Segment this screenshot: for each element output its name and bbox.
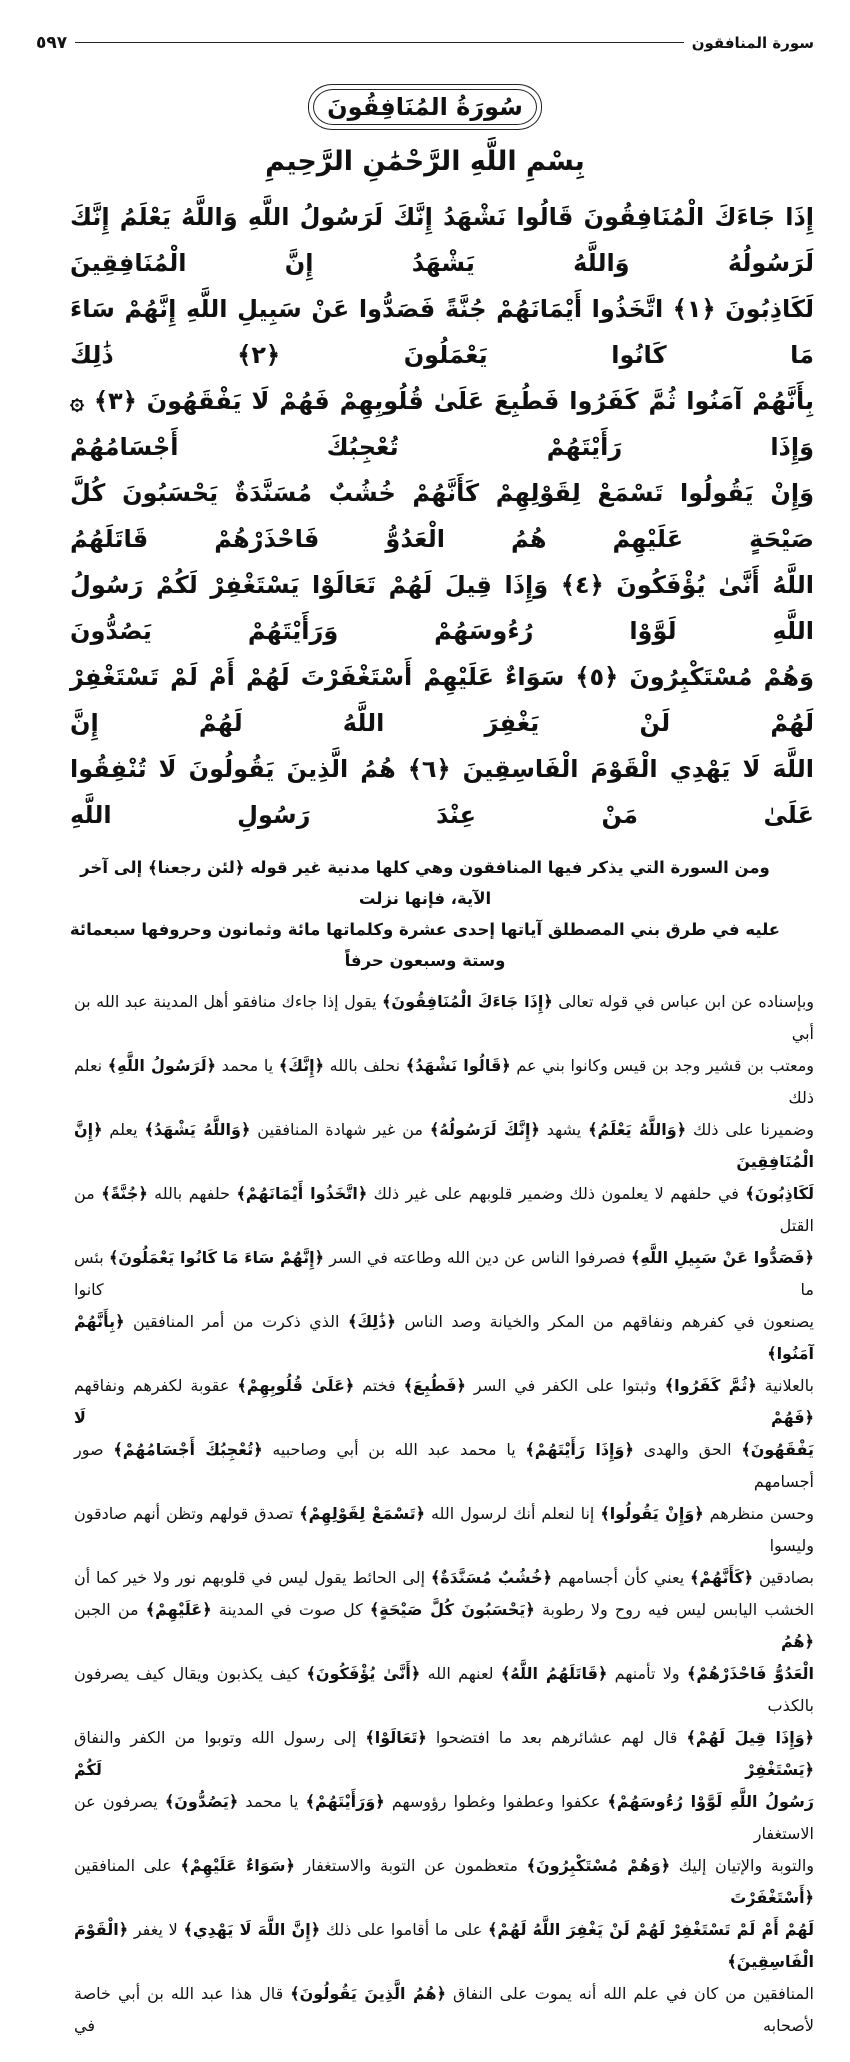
quran-quotation: ﴿وَإِذَا قِيلَ لَهُمْ﴾ <box>686 1728 815 1747</box>
commentary-text: عقوبة لكفرهم ونفاقهم <box>74 1376 238 1395</box>
quran-quotation: ﴿تَسْمَعْ لِقَوْلِهِمْ﴾ <box>299 1504 426 1523</box>
quran-quotation: ﴿وَرَأَيْتَهُمْ﴾ <box>305 1792 385 1811</box>
commentary-text: الذي ذكرت من أمر المنافقين <box>124 1312 348 1331</box>
commentary-text: ومعتب بن قشير وجد بن قيس وكانوا بني عم <box>510 1056 815 1075</box>
tafsir-line <box>74 1658 814 1722</box>
quran-quotation: ﴿فَصَدُّوا عَنْ سَبِيلِ اللَّهِ﴾ <box>630 1248 815 1267</box>
commentary-text: إلى رسول الله وتوبوا من الكفر والنفاق <box>74 1728 366 1747</box>
quran-quotation: ﴿فَطُبِعَ﴾ <box>403 1376 466 1395</box>
quran-quotation: ﴿إِنَّكَ لَرَسُولُهُ﴾ <box>429 1120 540 1139</box>
commentary-text: من القتل <box>74 1184 814 1235</box>
quran-quotation: ﴿قَالُوا نَشْهَدُ﴾ <box>405 1056 511 1075</box>
quran-quotation: ﴿عَلَىٰ قُلُوبِهِمْ﴾ <box>237 1376 355 1395</box>
sura-title: سُورَةُ المُنَافِقُونَ <box>327 93 523 121</box>
quran-quotation: ﴿جُنَّةً﴾ <box>101 1184 148 1203</box>
quran-quotation: لَهُمْ أَمْ لَمْ تَسْتَغْفِرْ لَهُمْ لَنْ يَغْفِرَ اللَّهُ لَهُمْ﴾ <box>487 1920 814 1939</box>
quran-quotation: ﴿وَاللَّهُ يَشْهَدُ﴾ <box>144 1120 251 1139</box>
quran-quotation: رَسُولُ اللَّهِ لَوَّوْا رُءُوسَهُمْ﴾ <box>607 1792 815 1811</box>
quran-quotation: ﴿لَرَسُولُ اللَّهِ﴾ <box>107 1056 217 1075</box>
commentary-text: وبإسناده عن ابن عباس في قوله تعالى <box>552 992 815 1011</box>
tafsir-line <box>74 1722 814 1786</box>
quran-line: اللَّهَ لَا يَهْدِي الْقَوْمَ الْفَاسِقِينَ ﴿٦﴾ هُمُ الَّذِينَ يَقُولُونَ لَا تُنْفِقُوا عَلَىٰ مَنْ عِنْدَ رَسُولِ اللَّهِ <box>70 755 814 829</box>
commentary-text: يا محمد <box>238 1792 306 1811</box>
quran-quotation: ﴿قَاتَلَهُمُ اللَّهُ﴾ <box>500 1664 608 1683</box>
commentary-text: وحسن منظرهم <box>703 1504 815 1523</box>
quran-quotation: ﴿يَصُدُّونَ﴾ <box>164 1792 239 1811</box>
tafsir-line <box>74 1594 814 1658</box>
commentary-text: يشهد <box>539 1120 589 1139</box>
quran-quotation: ﴿عَلَيْهِمْ﴾ <box>145 1600 212 1619</box>
commentary-text: فصرفوا الناس عن دين الله وطاعته في السر <box>323 1248 631 1267</box>
commentary-text: يصنعون في كفرهم ونفاقهم من المكر والخيانة وصد الناس <box>395 1312 814 1331</box>
commentary-text: يعلم <box>102 1120 145 1139</box>
tafsir-line <box>74 986 814 1050</box>
commentary-text: من الجبن <box>74 1600 146 1619</box>
commentary-text: وضميرنا على ذلك <box>686 1120 815 1139</box>
commentary-text: إلى الحائط يقول ليس في قلوبهم نور ولا خير كما أن <box>74 1568 431 1587</box>
commentary-text: بالعلانية <box>756 1376 815 1395</box>
tafsir-line <box>74 1978 814 2042</box>
tafsir-line <box>74 1306 814 1370</box>
running-header-sura-name: سورة المنافقون <box>691 34 814 52</box>
tafsir-line <box>74 1786 814 1850</box>
quran-quotation: ﴿إِنَّهُمْ سَاءَ مَا كَانُوا يَعْمَلُونَ﴾ <box>108 1248 324 1267</box>
commentary-text: بصادقين <box>753 1568 814 1587</box>
quran-line: بِأَنَّهُمْ آمَنُوا ثُمَّ كَفَرُوا فَطُبِعَ عَلَىٰ قُلُوبِهِمْ فَهُمْ لَا يَفْقَهُونَ ﴿٣﴾ ۞ وَإِذَا رَأَيْتَهُمْ تُعْجِبُكَ أَجْسَامُهُمْ <box>70 387 814 461</box>
commentary-text: نحلف بالله <box>324 1056 406 1075</box>
quran-quotation: ﴿الْقَوْمَ الْفَاسِقِينَ﴾ <box>74 1920 814 1971</box>
quran-quotation: ﴿إِنَّ اللَّهَ لَا يَهْدِي﴾ <box>183 1920 321 1939</box>
quran-quotation: ﴿وَهُمْ مُسْتَكْبِرُونَ﴾ <box>526 1856 671 1875</box>
commentary-text: يقول إذا جاءك منافقو أهل المدينة عبد الله بن أبي <box>74 992 814 1043</box>
commentary-text: يصرفون عن الاستغفار <box>74 1792 814 1843</box>
commentary-text: يا محمد <box>216 1056 279 1075</box>
commentary-text: تصدق قولهم وتظن أنهم صادقون وليسوا <box>74 1504 814 1555</box>
quran-quotation: ﴿ثُمَّ كَفَرُوا﴾ <box>664 1376 757 1395</box>
tafsir-line <box>74 1850 814 1914</box>
commentary-text: والتوبة والإتيان إليك <box>670 1856 815 1875</box>
quran-quotation: ﴿سَوَاءٌ عَلَيْهِمْ﴾ <box>180 1856 295 1875</box>
commentary-text: وثبتوا على الكفر في السر <box>465 1376 665 1395</box>
tafsir-line <box>74 1914 814 1978</box>
quran-quotation: ﴿وَإِنْ يَقُولُوا﴾ <box>600 1504 704 1523</box>
quran-quotation: ﴿أَنَّىٰ يُؤْفَكُونَ﴾ <box>306 1664 421 1683</box>
commentary-text: يعني كأن أجسامهم <box>552 1568 690 1587</box>
commentary-text: في حلفهم لا يعلمون ذلك وضمير قلوبهم على غير ذلك <box>367 1184 746 1203</box>
commentary-text: من غير شهادة المنافقين <box>250 1120 430 1139</box>
quran-quotation: ﴿هُمُ <box>780 1632 814 1651</box>
running-header <box>36 30 814 56</box>
quran-quotation: لَكَاذِبُونَ﴾ <box>745 1184 815 1203</box>
quran-quotation: ﴿إِذَا جَاءَكَ الْمُنَافِقُونَ﴾ <box>382 992 553 1011</box>
commentary-text: لا يغفر <box>128 1920 184 1939</box>
commentary-text: المنافقين من كان في علم الله أنه يموت على النفاق <box>446 1984 814 2003</box>
tafsir-line <box>74 1562 814 1594</box>
commentary-text: فختم <box>354 1376 404 1395</box>
quran-quotation: ﴿هُمُ الَّذِينَ يَقُولُونَ﴾ <box>290 1984 447 2003</box>
quran-quotation: يَفْقَهُونَ﴾ <box>741 1440 815 1459</box>
tafsir-line <box>74 1370 814 1434</box>
commentary-text: حلفهم بالله <box>147 1184 237 1203</box>
commentary-text: يا محمد عبد الله بن أبي وصاحبيه <box>262 1440 526 1459</box>
tafsir-line <box>74 1498 814 1562</box>
commentary-text: قال هذا عبد الله بن أبي خاصة لأصحابه في <box>74 1984 814 2035</box>
quran-quotation: الْعَدُوُّ فَاحْذَرْهُمْ﴾ <box>686 1664 814 1683</box>
sura-title-cartouche <box>308 84 542 130</box>
tafsir-line <box>74 1114 814 1178</box>
quran-line: لَكَاذِبُونَ ﴿١﴾ اتَّخَذُوا أَيْمَانَهُمْ جُنَّةً فَصَدُّوا عَنْ سَبِيلِ اللَّهِ إِنَّهُمْ سَاءَ مَا كَانُوا يَعْمَلُونَ ﴿٢﴾ ذَٰلِكَ <box>70 295 815 369</box>
commentary-text: قال لهم عشائرهم بعد ما افتضحوا <box>426 1728 687 1747</box>
commentary-text: لعنهم الله <box>420 1664 501 1683</box>
quran-line: اللَّهُ أَنَّىٰ يُؤْفَكُونَ ﴿٤﴾ وَإِذَا قِيلَ لَهُمْ تَعَالَوْا يَسْتَغْفِرْ لَكُمْ رَسُولُ اللَّهِ لَوَّوْا رُءُوسَهُمْ وَرَأَيْتَهُمْ يَصُدُّونَ <box>70 571 815 645</box>
quran-quotation: ﴿وَاللَّهُ يَعْلَمُ﴾ <box>588 1120 687 1139</box>
quran-line: وَهُمْ مُسْتَكْبِرُونَ ﴿٥﴾ سَوَاءٌ عَلَيْهِمْ أَسْتَغْفَرْتَ لَهُمْ أَمْ لَمْ تَسْتَغْفِرْ لَهُمْ لَنْ يَغْفِرَ اللَّهُ لَهُمْ إِنَّ <box>70 663 814 737</box>
commentary-text: الخشب اليابس ليس فيه روح ولا رطوبة <box>534 1600 815 1619</box>
quran-quotation: ﴿إِنَّ الْمُنَافِقِينَ <box>74 1120 814 1171</box>
quran-quotation: ﴿وَإِذَا رَأَيْتَهُمْ﴾ <box>525 1440 634 1459</box>
commentary-text: الحق والهدى <box>633 1440 742 1459</box>
quran-quotation: ﴿خُشُبٌ مُسَنَّدَةٌ﴾ <box>430 1568 553 1587</box>
commentary-text: كيف يكذبون ويقال كيف يصرفون بالكذب <box>74 1664 814 1715</box>
quran-quotation: ﴿اتَّخَذُوا أَيْمَانَهُمْ﴾ <box>236 1184 368 1203</box>
sura-introduction <box>36 852 814 976</box>
quran-line: إِذَا جَاءَكَ الْمُنَافِقُونَ قَالُوا نَشْهَدُ إِنَّكَ لَرَسُولُ اللَّهِ وَاللَّهُ يَعْلَمُ إِنَّكَ لَرَسُولُهُ وَاللَّهُ يَشْهَدُ إِنَّ الْمُنَافِقِينَ <box>70 203 814 277</box>
tafsir-line <box>74 1050 814 1114</box>
quran-quotation: ﴿تَعَالَوْا﴾ <box>365 1728 427 1747</box>
commentary-text: نعلم ذلك <box>74 1056 814 1107</box>
tafsir-line <box>74 1242 814 1306</box>
quran-quotation: ﴿بِأَنَّهُمْ آمَنُوا﴾ <box>74 1312 814 1363</box>
quran-quotation: ﴿ذَٰلِكَ﴾ <box>347 1312 396 1331</box>
quran-quotation: ﴿يَسْتَغْفِرْ لَكُمْ <box>74 1760 814 1779</box>
quran-quotation: ﴿إِنَّكَ﴾ <box>278 1056 324 1075</box>
commentary-text: صور أجسامهم <box>74 1440 814 1491</box>
quran-quotation: ﴿تُعْجِبُكَ أَجْسَامُهُمْ﴾ <box>113 1440 263 1459</box>
commentary-text: على المنافقين <box>74 1856 181 1875</box>
commentary-text: متعظمون عن التوبة والاستغفار <box>294 1856 527 1875</box>
quran-text-block <box>36 194 814 838</box>
quran-quotation: ﴿كَأَنَّهُمْ﴾ <box>690 1568 754 1587</box>
commentary-text: على ما أقاموا على ذلك <box>320 1920 488 1939</box>
tafsir-line <box>74 1178 814 1242</box>
commentary-text: كل صوت في المدينة <box>211 1600 370 1619</box>
intro-line: ومن السورة التي يذكر فيها المنافقون وهي كلها مدنية غير قوله ﴿لئن رجعنا﴾ إلى آخر الآية، فإنها نزلت <box>80 858 770 908</box>
quran-quotation: ﴿أَسْتَغْفَرْتَ <box>730 1888 814 1907</box>
commentary-text: ولا تأمنهم <box>607 1664 687 1683</box>
commentary-text: عكفوا وعطفوا وغطوا رؤوسهم <box>384 1792 608 1811</box>
commentary-text: بئس ما كانوا <box>74 1248 814 1299</box>
quran-line: وَإِنْ يَقُولُوا تَسْمَعْ لِقَوْلِهِمْ كَأَنَّهُمْ خُشُبٌ مُسَنَّدَةٌ يَحْسَبُونَ كُلَّ صَيْحَةٍ عَلَيْهِمْ هُمُ الْعَدُوُّ فَاحْذَرْهُمْ قَاتَلَهُمُ <box>70 479 814 553</box>
page-number: ٥٩٧ <box>36 33 68 53</box>
quran-quotation: ﴿فَهُمْ لَا <box>74 1408 814 1427</box>
quran-quotation: ﴿يَحْسَبُونَ كُلَّ صَيْحَةٍ﴾ <box>369 1600 535 1619</box>
intro-line: عليه في طرق بني المصطلق آياتها إحدى عشرة وكلماتها مائة وثمانون وحروفها سبعمائة وستة وسبعون حرفاً <box>69 920 781 970</box>
commentary-text: إنا لنعلم أنك لرسول الله <box>425 1504 601 1523</box>
basmala: بِسْمِ اللَّهِ الرَّحْمَٰنِ الرَّحِيمِ <box>265 146 585 177</box>
tafsir-text-block <box>36 986 814 2042</box>
tafsir-line <box>74 1434 814 1498</box>
header-rule <box>75 30 684 43</box>
